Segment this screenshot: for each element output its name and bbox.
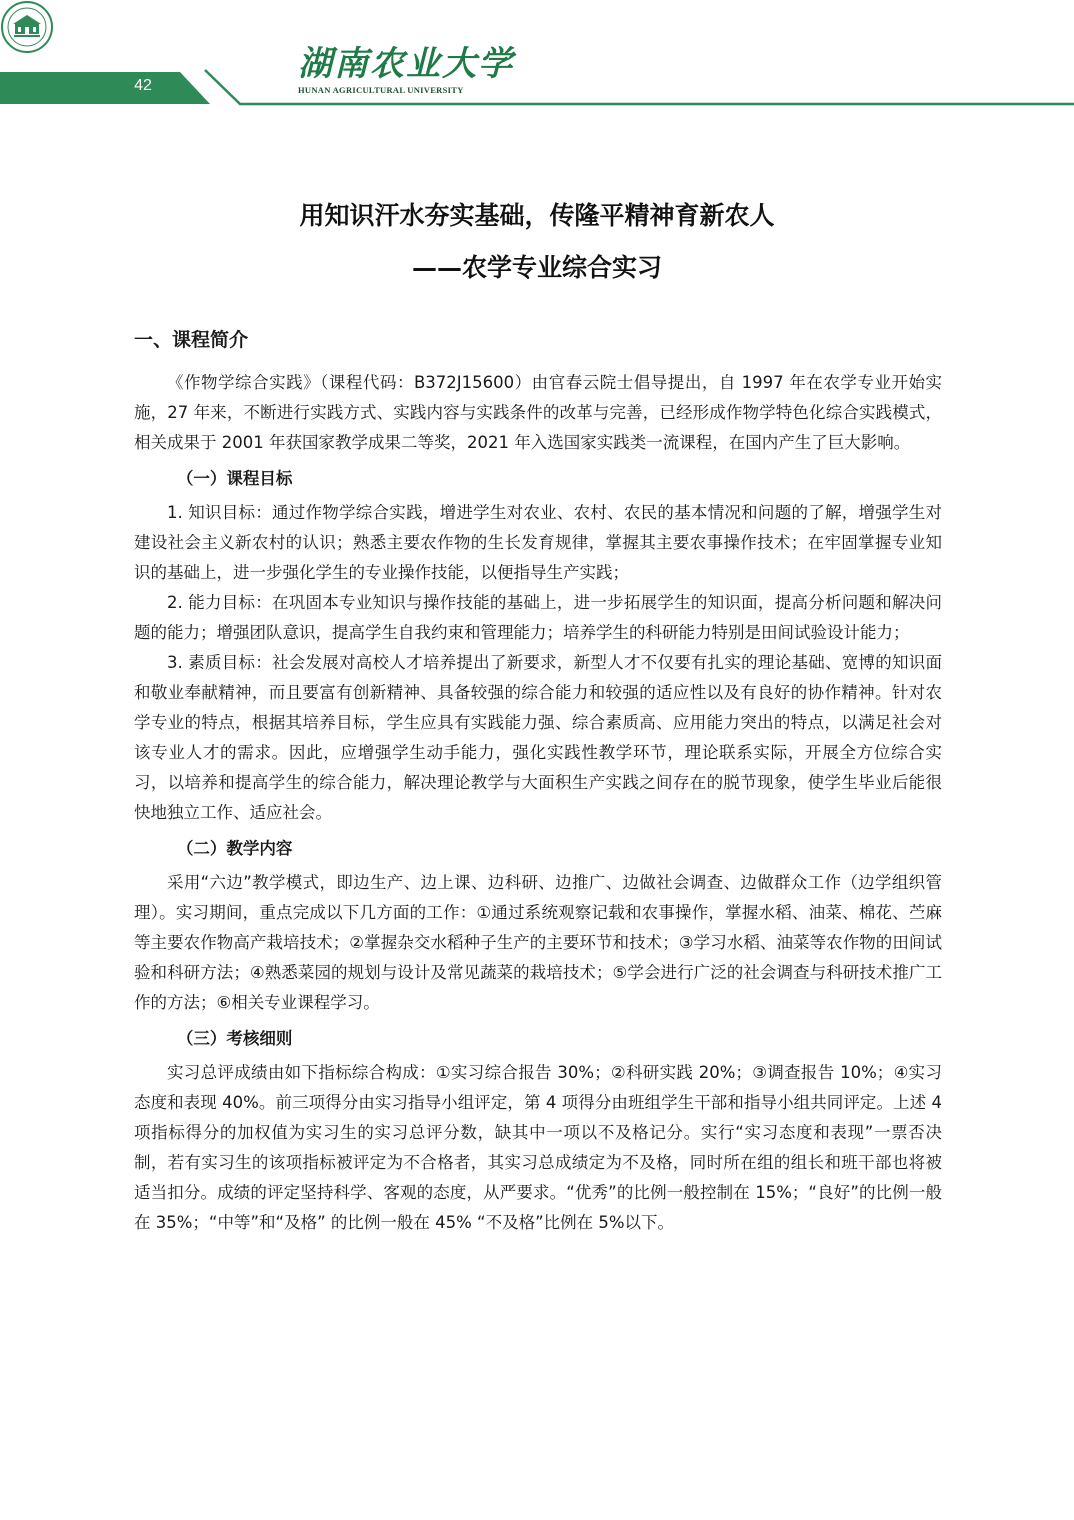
- article-body: [134, 322, 942, 1238]
- page-header: [0, 0, 1074, 110]
- assessment-paragraph: 实习总评成绩由如下指标综合构成：①实习综合报告 30%；②科研实践 20%；③调查报告 10%；④实习态度和表现 40%。前三项得分由实习指导小组评定，第 4 项得分由班组学生干部和指导小组共同评定。上述 4 项指标得分的加权值为实习生的实习总评分数，缺其中一项以不及格记分。实行“实习态度和表现”一票否决制，若有实习生的该项指标被评定为不合格者，其实习总成绩定为不及格，同时所在组的组长和班干部也将被适当扣分。成绩的评定坚持科学、客观的态度，从严要求。“优秀”的比例一般控制在 15%；“良好”的比例一般在 35%；“中等”和“及格” 的比例一般在 45% “不及格”比例在 5%以下。: [134, 1063, 942, 1232]
- page-title: 用知识汗水夯实基础，传隆平精神育新农人: [299, 201, 775, 230]
- university-name-cn: 湖南农业大学: [298, 44, 514, 84]
- university-name-en: HUNAN AGRICULTURAL UNIVERSITY: [298, 85, 464, 95]
- goal-ability-paragraph: 2. 能力目标：在巩固本专业知识与操作技能的基础上，进一步拓展学生的知识面，提高分析问题和解决问题的能力；增强团队意识，提高学生自我约束和管理能力；培养学生的科研能力特别是田间试验设计能力；: [134, 593, 942, 642]
- university-emblem-icon: [0, 0, 54, 54]
- goal-quality-paragraph: 3. 素质目标：社会发展对高校人才培养提出了新要求，新型人才不仅要有扎实的理论基础、宽博的知识面和敬业奉献精神，而且要富有创新精神、具备较强的综合能力和较强的适应性以及有良好的协作精神。针对农学专业的特点，根据其培养目标，学生应具有实践能力强、综合素质高、应用能力突出的特点，以满足社会对该专业人才的需求。因此，应增强学生动手能力，强化实践性教学环节，理论联系实际，开展全方位综合实习，以培养和提高学生的综合能力，解决理论教学与大面积生产实践之间存在的脱节现象，使学生毕业后能很快地独立工作、适应社会。: [134, 653, 942, 822]
- intro-paragraph: 《作物学综合实践》（课程代码：B372J15600）由官春云院士倡导提出，自 1997 年在农学专业开始实施，27 年来，不断进行实践方式、实践内容与实践条件的改革与完善，已经形成作物学特色化综合实践模式，相关成果于 2001 年获国家教学成果二等奖，2021 年入选国家实践类一流课程，在国内产生了巨大影响。: [134, 373, 942, 452]
- page-number: 42: [134, 77, 152, 94]
- content-heading: （二）教学内容: [176, 839, 293, 858]
- page-number-tab: [0, 72, 210, 104]
- goals-heading: （一）课程目标: [176, 469, 293, 488]
- assessment-heading: （三）考核细则: [176, 1029, 293, 1048]
- section-heading: 一、课程简介: [134, 329, 249, 351]
- page-subtitle: ——农学专业综合实习: [411, 253, 662, 282]
- goal-knowledge-paragraph: 1. 知识目标：通过作物学综合实践，增进学生对农业、农村、农民的基本情况和问题的了解，增强学生对建设社会主义新农村的认识；熟悉主要农作物的生长发育规律，掌握其主要农事操作技术；在牢固掌握专业知识的基础上，进一步强化学生的专业操作技能，以便指导生产实践；: [134, 503, 942, 582]
- content-paragraph: 采用“六边”教学模式，即边生产、边上课、边科研、边推广、边做社会调查、边做群众工作（边学组织管理）。实习期间，重点完成以下几方面的工作：①通过系统观察记载和农事操作，掌握水稻、油菜、棉花、苎麻等主要农作物高产栽培技术；②掌握杂交水稻种子生产的主要环节和技术；③学习水稻、油菜等农作物的田间试验和科研方法；④熟悉菜园的规划与设计及常见蔬菜的栽培技术；⑤学会进行广泛的社会调查与科研技术推广工作的方法；⑥相关专业课程学习。: [134, 873, 942, 1012]
